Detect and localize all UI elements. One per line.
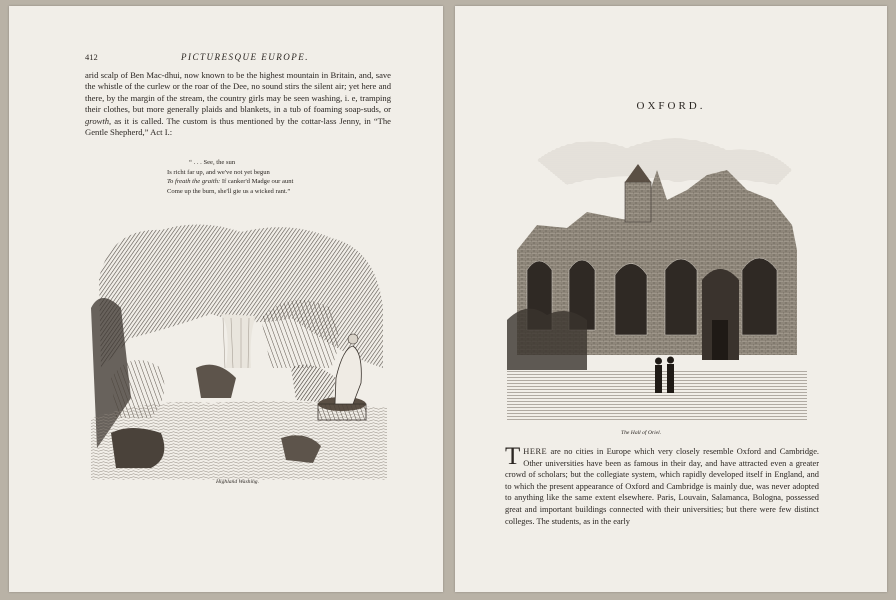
paragraph-text: are no cities in Europe which very closely resemble Oxford and Cambridge. Other universities have been as famous in their day, and have attracted even a greater crowd of scholars; but the collegiate system, which rapidly developed itself in England, and to which the present appearance of Oxford and Cambridge is mainly due, was never adopted to anything like the same extent elsewhere. Paris, Louvain, Salamanca, Bologna, possessed great and important buildings connected with their universities; but there were few distinct colleges. The students, as in the early [505, 447, 819, 526]
engraving-waterfall [91, 218, 387, 480]
paragraph-emphasis: growth [85, 115, 110, 126]
verse-line-1: “ . . . See, the sun [189, 159, 236, 166]
verse-line-4: Come up the burn, she'll gie us a wicked rant.” [167, 187, 291, 195]
page-number: 412 [85, 52, 98, 62]
verse-quote [167, 158, 387, 196]
drop-cap: T [505, 443, 521, 470]
verse-emphasis: To freath the graith: [167, 178, 221, 186]
illustration-oriel-hall [507, 130, 807, 422]
opening-smallcaps: HERE [523, 447, 548, 456]
illustration-caption: The Hall of Oriel. [621, 430, 662, 436]
engraving-building [507, 130, 807, 422]
left-page [9, 6, 443, 592]
paragraph-text: arid scalp of Ben Mac-dhui, now known to be the highest mountain in Britain, and, save the whistle of the curlew or the roar of the Dee, no sound stirs the silent air; yet here and there, by the margin of the stream, the country girls may be seen washing, i. e, tramping their clothes, but more generally plaids and blankets, in a tub of foaming soap-suds, or [85, 70, 391, 115]
chapter-title: OXFORD. [636, 100, 706, 112]
illustration-highland-washing [91, 218, 387, 480]
verse-line-3-rest: If canker'd Madge our aunt [220, 178, 294, 186]
illustration-caption: Highland Washing. [216, 479, 259, 485]
paragraph-text-end: , as it is called. The custom is thus mentioned by the cottar-lass Jenny, in “The Gentle Shepherd,” Act I.: [85, 115, 391, 138]
body-paragraph [85, 70, 391, 138]
right-page [455, 6, 887, 592]
running-title: PICTURESQUE EUROPE. [181, 52, 309, 62]
running-head [85, 52, 385, 66]
verse-line-3 [167, 177, 387, 187]
verse-line-2: Is richt far up, and we've not yet begun [167, 168, 270, 176]
body-paragraph [505, 443, 819, 527]
